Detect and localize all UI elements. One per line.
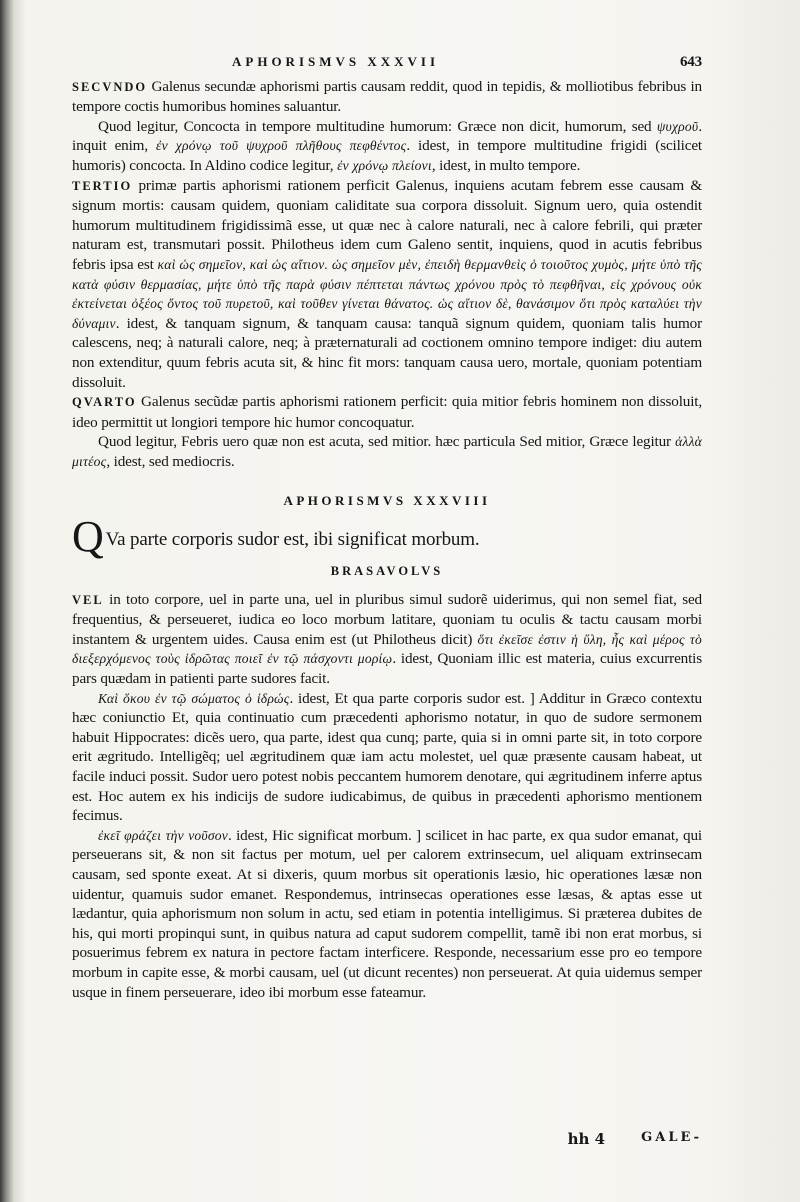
paragraph-text: . idest, in tempore multitudine frigidi (scilicet humoris) concocta. In Aldino codice legitur, [72, 137, 703, 174]
paragraph-lead: TERTIO [72, 178, 133, 193]
paragraph-text: . idest, & tanquam signum, & tanquam causa: tanquã signum quidem, quoniam talis humor calescens, neq; à naturali calore, neq; à præternaturali ad coctionem omnino tempore indiget: diu autem non extenditur, quum febris acuta sit, & hinc fit mors: tanquam causa uero, mortale, quoniam potentiam dissoluit. [72, 314, 702, 391]
greek-text: Καὶ ὅκου ἐν τῷ σώματος ὁ ἱδρώς [98, 690, 290, 706]
drop-initial: Q [72, 512, 104, 562]
greek-text: ψυχροῦ [656, 118, 699, 134]
greek-text: ἐν χρόνῳ πλείονι [337, 157, 432, 173]
paragraph-text: . inquit enim, [72, 117, 702, 155]
paragraph-text: , idest, in multo tempore. [431, 156, 581, 174]
signature-mark: hh 4 [567, 1130, 606, 1148]
paragraph-tertio [72, 176, 702, 393]
paragraph-text: Quod legitur, Concocta in tempore multitudine humorum: Græce non dicit, humorum, sed [98, 117, 657, 135]
aphorism-text [72, 512, 702, 562]
paragraph-kai-okou [72, 689, 702, 826]
greek-text: καὶ ὡς σημεῖον, καὶ ὡς αἴτιον. ὡς σημεῖον μὲν, ἐπειδὴ θερμανθεὶς ὁ τοιοῦτος χυμὸς, μήτε ὑπὸ τῆς κατὰ φύσιν θερμασίας, μήτε ὑπὸ τῆς παρὰ φύσιν πέπτεται πάντως χρόνου πρὸς τὸ πεφθῆναι, εἰς χρόνους οὐκ ἐκτείνεται ὀξέος ὄντος τοῦ πυρετοῦ, καὶ τοῦθεν γίνεται θάνατος. ὡς αἴτιον δὲ, θανάσιμον ὅτι πρὸς καταλύει τὴν δύναμιν [72, 256, 702, 331]
paragraph-text: Galenus secundæ aphorismi partis causam reddit, quod in tepidis, & molliotibus febribus in tempore coctis humoribus homines saluantur. [72, 77, 702, 116]
paragraph-secundo [72, 77, 702, 117]
paragraph-text: . idest, Et qua parte corporis sudor est. ] Additur in Græco contextu hæc coniunctio Et, quia continuatio cum præcedenti aphorismo notatur, in quo de sudore sermonem habuit Hippocrates: dicẽs uero, qua parte, idest qua cunq; parte, quia si in omni parte sit, in toto corpore erit ægritudo. Intelligẽq; uel ægritudinem quæ iam actu molestet, uel quæ præsente causam habeat, ut facile induci possit. Sudor uero potest nobis peccantem humorem denotare, qui ægritudinem inferre aptus est. Hoc autem ex his indicijs de sudore iudicabimus, de quibus in præcedenti aphorismo mentionem fecimus. [72, 689, 702, 825]
aphorism-heading: APHORISMVS XXXVIII [283, 493, 491, 509]
paragraph-text: Galenus secũdæ partis aphorismi rationem perficit: quia mitior febris hominem non dissoluit, ideo permittit ut longiori tempore hic humor concoquatur. [72, 393, 702, 431]
paragraph-text: primæ partis aphorismi rationem perficit Galenus, inquiens acutam febrem esse causam & signum mortis: causam quidem, quoniam caliditate sua corpora dissoluit. Signum uero, quia ostendit humorum multitudinem frigidissimã esse, ut quæ nec à calore naturali, nec à calore febrili, qui præter naturam est, transmutari possit. Philotheus idem cum Galeno sentit, inquiens, quod in acutis febribus febris ipsa est [72, 176, 702, 273]
text-block [72, 52, 702, 1002]
greek-text: ἐν χρόνῳ τοῦ ψυχροῦ πλῆθους πεφθέντος [156, 138, 407, 154]
paragraph-text: . idest, Quoniam illic est materia, cuius excurrentis pars quædam in patienti parte sudores facit. [72, 650, 703, 688]
paragraph-lead: SECVNDO [72, 79, 148, 94]
paragraph-text: . idest, Hic significat morbum. ] scilicet in hac parte, ex qua sudor emanat, qui perseuerans sit, & non sit factus per motum, uel per calorem extrinsecum, uel aliquam extrinsecam causam, sed sponte exeat. At si dixeris, quum morbus sit operationis læsio, hic operationes læsæ non uidentur, quamuis sudor emanet. Respondemus, intrinsecas operationes esse læsas, & aptas esse ut lædantur, quia aphorismum non solum in actu, sed etiam in potentia intelligimus. Si præterea dubites de his, qui morti propinqui sunt, in quibus natura ad caput sudorem compellit, tamẽ ibi non erat morbus, si posuerimus febrem ex natura in pectore factam interficere. Responde, necessarium esse pro eo tempore morbum in capite esse, & morbi causam, uel (ut dicunt recentes) non perseuerat. At quia uidemus semper usque in finem perseuerare, ideo ibi morbum esse fateamur. [72, 826, 702, 1001]
page-shading [710, 0, 800, 1202]
catchword: GALE- [641, 1130, 702, 1145]
paragraph-text: , idest, sed mediocris. [106, 452, 235, 470]
paragraph-quod-legitur-1 [72, 117, 702, 176]
paragraph-lead: QVARTO [72, 395, 137, 410]
running-title: APHORISMVS XXXVII [232, 54, 440, 69]
paragraph-vel [72, 590, 702, 689]
paragraph-ekei [72, 826, 702, 1002]
running-head [232, 52, 702, 73]
paragraph-lead: VEL [72, 592, 104, 607]
commentator-heading: BRASAVOLVS [330, 564, 444, 579]
page-footer [72, 1130, 702, 1148]
greek-text: ἐκεῖ φράζει τὴν νοῦσον [98, 827, 228, 843]
paragraph-quarto [72, 392, 702, 432]
greek-text: ὅτι ἐκεῖσε ἐστιν ἡ ὕλη, ἧς καὶ μέρος τὸ διεξερχόμενος τοὺς ἱδρῶτας ποιεῖ ἐν τῷ πάσχοντι μορίῳ [72, 631, 702, 667]
paragraph-quod-legitur-2 [72, 432, 702, 471]
aphorism-body: Va parte corporis sudor est, ibi significat morbum. [105, 529, 480, 551]
paragraph-text: in toto corpore, uel in parte una, uel in pluribus simul sudorẽ uiderimus, qui non semel fiat, sed frequentius, & perseueret, iudica eo loco morbum latitare, quoniam tu oculis & tactu causam morbi instantem & urgentem uides. Causa enim est (ut Philotheus dicit) [72, 590, 702, 648]
greek-text: ἀλλὰ μιτέος [72, 434, 702, 469]
page-number: 643 [679, 54, 702, 70]
paragraph-text: Quod legitur, Febris uero quæ non est acuta, sed mitior. hæc particula Sed mitior, Græce legitur [98, 433, 676, 451]
